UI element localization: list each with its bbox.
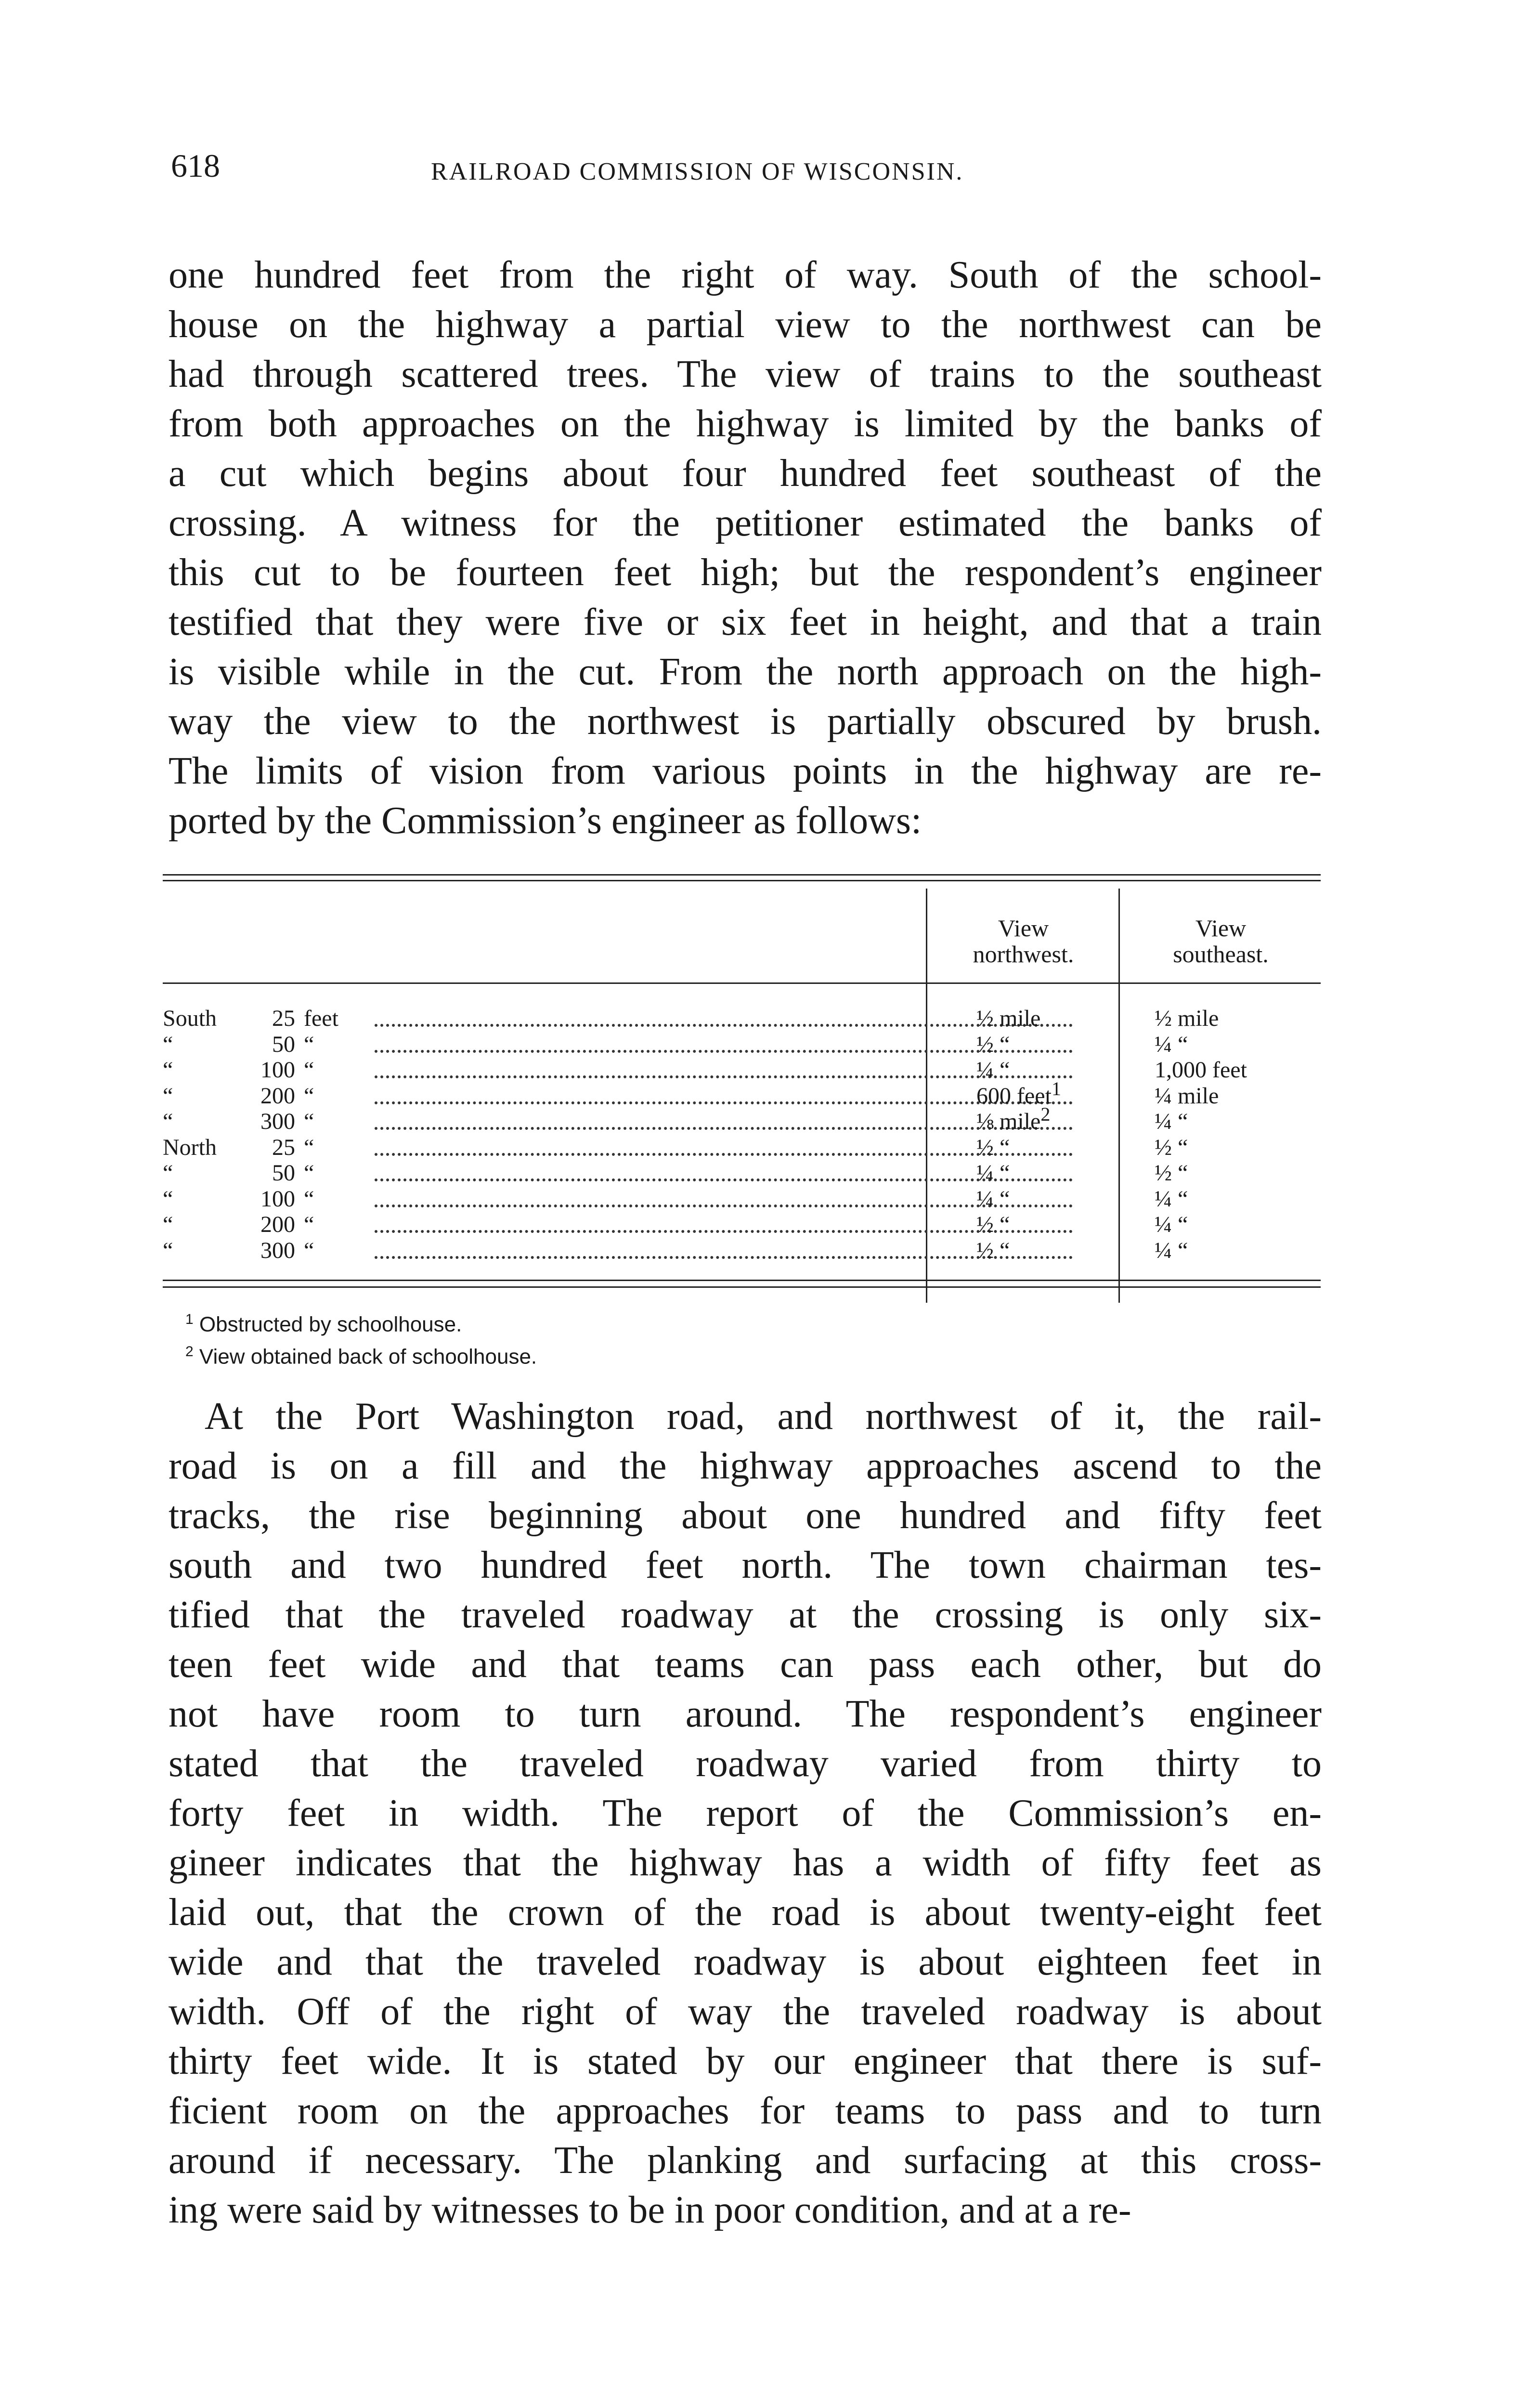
row-unit: “ (304, 1186, 314, 1212)
col-header-southeast-line1: View (1195, 915, 1247, 942)
footnote-text: Obstructed by schoolhouse. (199, 1312, 462, 1336)
text-line: testified that they were five or six feet in height, and that a train (169, 601, 1322, 643)
page-number: 618 (171, 147, 220, 184)
row-direction: “ (163, 1160, 173, 1186)
cell-southeast: ¼ “ (1155, 1186, 1188, 1212)
cell-northwest (976, 1058, 1010, 1082)
table-row-label (163, 1110, 359, 1134)
footnote-1 (185, 1306, 537, 1338)
text-line: At the Port Washington road, and northwest of it, the rail- (205, 1395, 1322, 1438)
dot-leader (375, 1024, 1073, 1027)
cell-southeast: ¼ “ (1155, 1237, 1188, 1263)
text-line: laid out, that the crown of the road is about twenty-eight feet (169, 1891, 1322, 1934)
row-direction: “ (163, 1109, 173, 1134)
text-line: not have room to turn around. The respondent’s engineer (169, 1693, 1322, 1735)
row-unit: “ (304, 1134, 314, 1160)
row-direction: “ (163, 1237, 173, 1263)
text-line: this cut to be fourteen feet high; but the respondent’s engineer (169, 551, 1322, 594)
text-line: south and two hundred feet north. The town chairman tes- (169, 1544, 1322, 1586)
row-direction: “ (163, 1031, 173, 1057)
table-top-rule (163, 874, 1321, 876)
footnote-ref: 2 (1040, 1103, 1051, 1125)
col-header-northwest (928, 915, 1118, 967)
col-header-southeast (1121, 915, 1321, 967)
footnotes (185, 1306, 537, 1370)
text-line: road is on a fill and the highway approaches ascend to the (169, 1445, 1322, 1487)
row-distance: 300 (260, 1237, 295, 1263)
table-col-divider-2 (1118, 889, 1120, 1303)
cell-northwest (976, 1103, 1051, 1134)
cell-southeast: ¼ “ (1155, 1212, 1188, 1237)
row-unit: “ (304, 1031, 314, 1057)
table-row-label (163, 1187, 359, 1211)
table-bottom-rule-2 (163, 1286, 1321, 1288)
cell-northwest (976, 1007, 1040, 1031)
running-head: RAILROAD COMMISSION OF WISCONSIN. (431, 158, 964, 185)
dot-leader (375, 1204, 1073, 1207)
cell-southeast: ¼ “ (1155, 1109, 1188, 1134)
text-line: gineer indicates that the highway has a width of fifty feet as (169, 1842, 1322, 1884)
row-direction: North (163, 1134, 217, 1160)
cell-southeast: ½ “ (1155, 1134, 1188, 1160)
cell-northwest-value: ½ “ (976, 1212, 1010, 1237)
cell-northwest (976, 1033, 1010, 1057)
cell-southeast: ¼ mile (1155, 1083, 1219, 1109)
dot-leader (375, 1075, 1073, 1078)
dot-leader (375, 1050, 1073, 1053)
row-direction: “ (163, 1212, 173, 1237)
text-line: ficient room on the approaches for teams to pass and to turn (169, 2090, 1322, 2132)
row-distance: 50 (272, 1031, 295, 1057)
dot-leader (375, 1230, 1073, 1233)
text-line: thirty feet wide. It is stated by our engineer that there is suf- (169, 2040, 1322, 2082)
text-line: one hundred feet from the right of way. South of the school- (169, 254, 1322, 296)
text-line: crossing. A witness for the petitioner estimated the banks of (169, 502, 1322, 544)
row-direction: “ (163, 1057, 173, 1083)
cell-northwest (976, 1239, 1010, 1263)
row-distance: 100 (260, 1057, 295, 1083)
text-line: house on the highway a partial view to the northwest can be (169, 303, 1322, 346)
cell-northwest-value: ½ “ (976, 1134, 1010, 1160)
table-row-label (163, 1213, 359, 1237)
text-line: around if necessary. The planking and surfacing at this cross- (169, 2139, 1322, 2182)
table-row-label (163, 1058, 359, 1082)
dot-leader (375, 1101, 1073, 1104)
row-distance: 100 (260, 1186, 295, 1212)
row-direction: “ (163, 1186, 173, 1212)
cell-northwest (976, 1136, 1010, 1160)
table-row-label (163, 1239, 359, 1263)
table-row-label (163, 1033, 359, 1057)
table-row-label (163, 1161, 359, 1185)
text-line: width. Off of the right of way the traveled roadway is about (169, 1990, 1322, 2033)
footnote-text: View obtained back of schoolhouse. (199, 1345, 537, 1369)
cell-southeast: ½ mile (1155, 1006, 1219, 1031)
cell-northwest-value: 600 feet (976, 1083, 1052, 1109)
row-distance: 200 (260, 1212, 295, 1237)
row-distance: 25 (272, 1006, 295, 1031)
text-line: wide and that the traveled roadway is about eighteen feet in (169, 1941, 1322, 1983)
col-header-northwest-line2: northwest. (973, 941, 1074, 968)
row-distance: 50 (272, 1160, 295, 1186)
table-row-label (163, 1084, 359, 1108)
row-unit: “ (304, 1212, 314, 1237)
table-col-divider-1 (926, 889, 927, 1303)
table-header-rule (163, 982, 1321, 984)
footnote-2 (185, 1338, 537, 1371)
row-unit: “ (304, 1083, 314, 1109)
cell-southeast: 1,000 feet (1155, 1057, 1247, 1083)
dot-leader (375, 1127, 1073, 1130)
table-row-label (163, 1007, 359, 1031)
row-distance: 25 (272, 1134, 295, 1160)
row-distance: 300 (260, 1109, 295, 1134)
cell-northwest-value: ⅛ mile (976, 1109, 1041, 1134)
visibility-table (163, 874, 1321, 1303)
row-unit: “ (304, 1160, 314, 1186)
cell-northwest-value: ½ mile (976, 1006, 1041, 1031)
paragraph-1 (169, 250, 1322, 846)
row-unit: feet (304, 1006, 338, 1031)
text-line: ported by the Commission’s engineer as follows: (169, 799, 922, 842)
text-line: tified that the traveled roadway at the crossing is only six- (169, 1594, 1322, 1636)
paragraph-2 (169, 1392, 1322, 2235)
text-line: way the view to the northwest is partially obscured by brush. (169, 700, 1322, 743)
row-direction: South (163, 1006, 217, 1031)
dot-leader (375, 1178, 1073, 1181)
cell-northwest-value: ¼ “ (976, 1160, 1010, 1186)
cell-northwest (976, 1213, 1010, 1237)
cell-northwest-value: ¼ “ (976, 1186, 1010, 1212)
cell-northwest-value: ½ “ (976, 1031, 1010, 1057)
row-unit: “ (304, 1109, 314, 1134)
footnote-mark: 1 (185, 1311, 194, 1327)
dot-leader (375, 1256, 1073, 1259)
cell-southeast: ¼ “ (1155, 1031, 1188, 1057)
text-line: tracks, the rise beginning about one hundred and fifty feet (169, 1494, 1322, 1537)
cell-northwest-value: ¼ “ (976, 1057, 1010, 1083)
text-line: stated that the traveled roadway varied from thirty to (169, 1742, 1322, 1785)
cell-southeast: ½ “ (1155, 1160, 1188, 1186)
text-line: from both approaches on the highway is limited by the banks of (169, 403, 1322, 445)
row-distance: 200 (260, 1083, 295, 1109)
footnote-mark: 2 (185, 1343, 194, 1360)
row-unit: “ (304, 1057, 314, 1083)
cell-northwest-value: ½ “ (976, 1237, 1010, 1263)
text-line: ing were said by witnesses to be in poor condition, and at a re- (169, 2189, 1131, 2231)
row-direction: “ (163, 1083, 173, 1109)
text-line: teen feet wide and that teams can pass each other, but do (169, 1643, 1322, 1686)
footnote-ref: 1 (1051, 1077, 1061, 1099)
text-line: The limits of vision from various points in the highway are re- (169, 750, 1322, 792)
row-unit: “ (304, 1237, 314, 1263)
page-header (171, 147, 1341, 200)
text-line: had through scattered trees. The view of trains to the southeast (169, 353, 1322, 395)
table-bottom-rule (163, 1280, 1321, 1281)
text-line: forty feet in width. The report of the Commission’s en- (169, 1792, 1322, 1834)
table-top-rule-2 (163, 880, 1321, 881)
table-row-label (163, 1136, 359, 1160)
cell-northwest (976, 1161, 1010, 1185)
dot-leader (375, 1153, 1073, 1156)
cell-northwest (976, 1187, 1010, 1211)
col-header-southeast-line2: southeast. (1173, 941, 1269, 968)
text-line: a cut which begins about four hundred feet southeast of the (169, 452, 1322, 495)
text-line: is visible while in the cut. From the north approach on the high- (169, 651, 1322, 693)
col-header-northwest-line1: View (998, 915, 1049, 942)
